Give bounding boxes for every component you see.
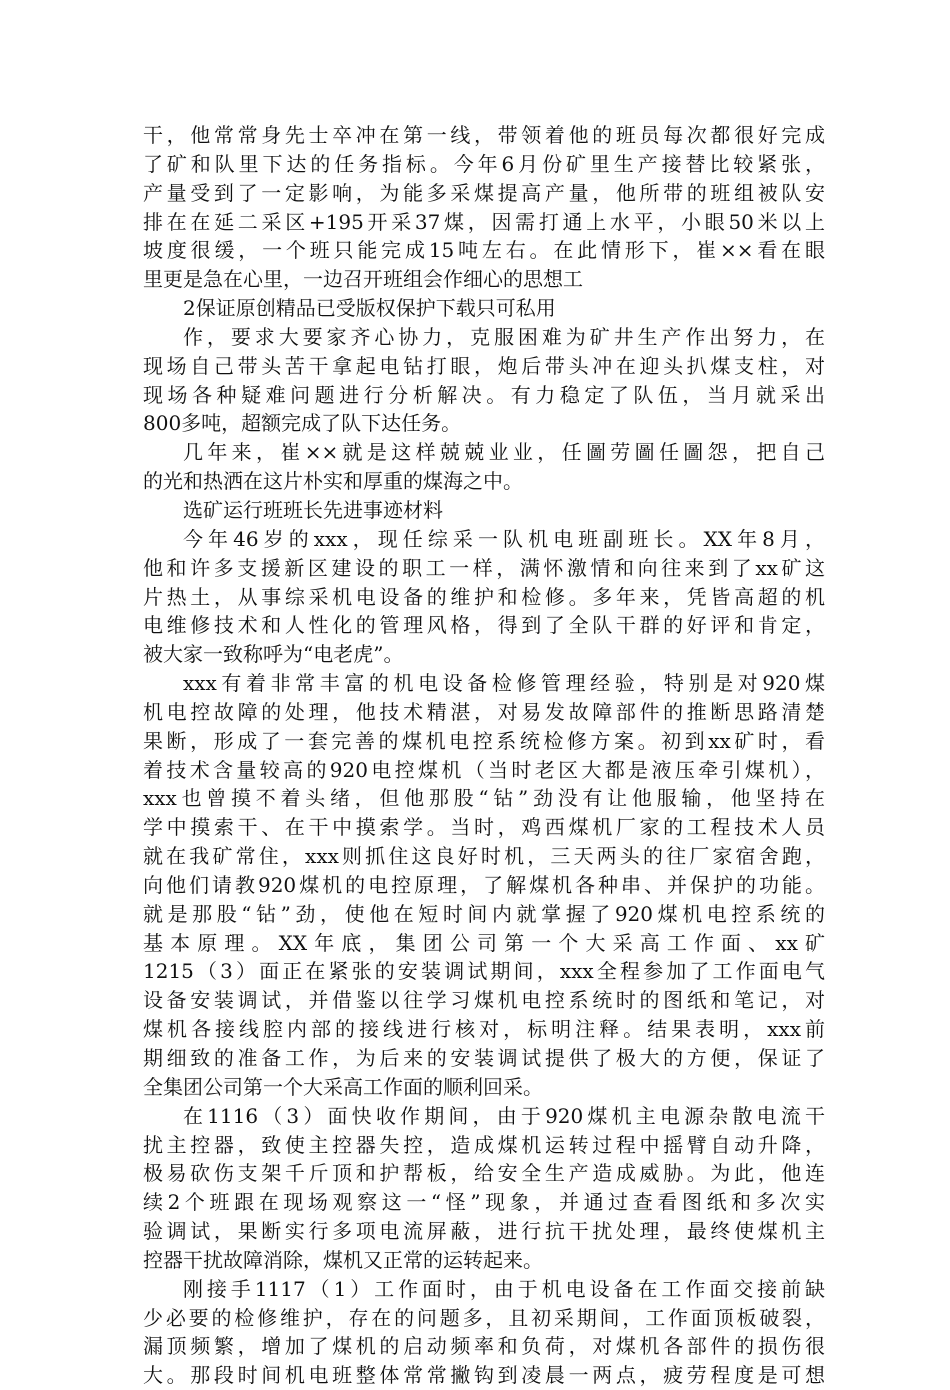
text-line: 煤机各接线腔内部的接线进行核对，标明注释。结果表明，xxx前 — [143, 1017, 825, 1042]
text-line: 着技术含量较高的920电控煤机（当时老区大都是液压牵引煤机）， — [143, 757, 825, 782]
text-line: 现场自己带头苦干拿起电钻打眼，炮后带头冲在迎头扒煤支柱，对 — [143, 353, 825, 378]
text-line: 在1116（3）面快收作期间，由于920煤机主电源杂散电流干 — [183, 1103, 825, 1128]
text-line: xxx也曾摸不着头绪，但他那股“钻”劲没有让他服输，他坚持在 — [143, 786, 825, 811]
text-line: 被大家一致称呼为“电老虎”。 — [143, 642, 404, 667]
text-line: 续2个班跟在现场观察这一“怪”现象，并通过查看图纸和多次实 — [143, 1190, 825, 1215]
text-line: 坡度很缓，一个班只能完成15吨左右。在此情形下，崔××看在眼 — [143, 238, 825, 263]
text-line: 刚接手1117（1）工作面时，由于机电设备在工作面交接前缺 — [183, 1276, 825, 1301]
text-line: 向他们请教920煤机的电控原理，了解煤机各种串、并保护的功能。 — [143, 872, 825, 897]
text-line: 电维修技术和人性化的管理风格，得到了全队干群的好评和肯定， — [143, 613, 825, 638]
text-line: 期细致的准备工作，为后来的安装调试提供了极大的方便，保证了 — [143, 1046, 825, 1070]
text-line: 作，要求大要家齐心协力，克服困难为矿井生产作出努力，在 — [183, 324, 825, 349]
document-body — [143, 121, 825, 1390]
text-line: 果断，形成了一套完善的煤机电控系统检修方案。初到xx矿时，看 — [143, 728, 825, 753]
text-line: 里更是急在心里，一边召开班组会作细心的思想工 — [143, 267, 583, 292]
watermark-notice: 2保证原创精品已受版权保护下载只可私用 — [183, 296, 556, 321]
text-line: 验调试，果断实行多项电流屏蔽，进行抗干扰处理，最终使煤机主 — [143, 1219, 825, 1244]
text-line: 就是那股“钻”劲，使他在短时间内就掌握了920煤机电控系统的 — [143, 901, 825, 926]
text-line: 设备安装调试，并借鉴以往学习煤机电控系统时的图纸和笔记，对 — [143, 988, 825, 1013]
text-line: 极易砍伤支架千斤顶和护帮板，给安全生产造成威胁。为此，他连 — [143, 1161, 825, 1186]
text-line: 少必要的检修维护，存在的问题多，且初采期间，工作面顶板破裂， — [143, 1305, 825, 1330]
text-line: 全集团公司第一个大采高工作面的顺利回采。 — [143, 1074, 543, 1099]
text-line: 干，他常常身先士卒冲在第一线，带领着他的班员每次都很好完成 — [143, 123, 825, 147]
text-line: 学中摸索干、在干中摸索学。当时，鸡西煤机厂家的工程技术人员 — [143, 815, 825, 840]
text-line: 大。那段时间机电班整体常常撇钩到凌晨一两点，疲劳程度是可想 — [143, 1363, 825, 1388]
text-line: 几年来，崔××就是这样兢兢业业，任圖劳圖任圖怨，把自己 — [183, 440, 825, 465]
text-line: 产量受到了一定影响，为能多采煤提高产量，他所带的班组被队安 — [143, 180, 825, 205]
text-line: 现场各种疑难问题进行分析解决。有力稳定了队伍，当月就采出 — [143, 382, 825, 407]
text-line: 机电控故障的处理，他技术精湛，对易发故障部件的推断思路清楚 — [143, 699, 825, 724]
text-line: 1215（3）面正在紧张的安装调试期间，xxx全程参加了工作面电气 — [143, 959, 825, 984]
text-line: 基本原理。XX年底，集团公司第一个大采高工作面、xx矿 — [143, 930, 825, 955]
text-line: 片热土，从事综采机电设备的维护和检修。多年来，凭皆高超的机 — [143, 584, 825, 609]
text-line: 就在我矿常住，xxx则抓住这良好时机，三天两头的往厂家宿舍跑， — [143, 844, 825, 869]
text-line: 排在在延二采区+195开采37煤，因需打通上水平，小眼50米以上 — [143, 209, 825, 234]
section-title: 选矿运行班班长先进事迹材料 — [183, 497, 443, 522]
text-line: 他和许多支援新区建设的职工一样，满怀激情和向往来到了xx矿这 — [143, 555, 825, 580]
text-line: 今年46岁的xxx，现任综采一队机电班副班长。XX年8月， — [183, 526, 825, 551]
text-line: 漏顶频繁，增加了煤机的启动频率和负荷，对煤机各部件的损伤很 — [143, 1334, 825, 1359]
text-line: 扰主控器，致使主控器失控，造成煤机运转过程中摇臂自动升降， — [143, 1132, 825, 1157]
text-line: 800多吨，超额完成了队下达任务。 — [143, 411, 462, 436]
text-line: xxx有着非常丰富的机电设备检修管理经验，特别是对920煤 — [183, 671, 825, 696]
text-line: 控器干扰故障消除，煤机又正常的运转起来。 — [143, 1247, 543, 1272]
text-line: 的光和热洒在这片朴实和厚重的煤海之中。 — [143, 469, 523, 494]
text-line: 了矿和队里下达的任务指标。今年6月份矿里生产接替比较紧张， — [143, 151, 825, 176]
